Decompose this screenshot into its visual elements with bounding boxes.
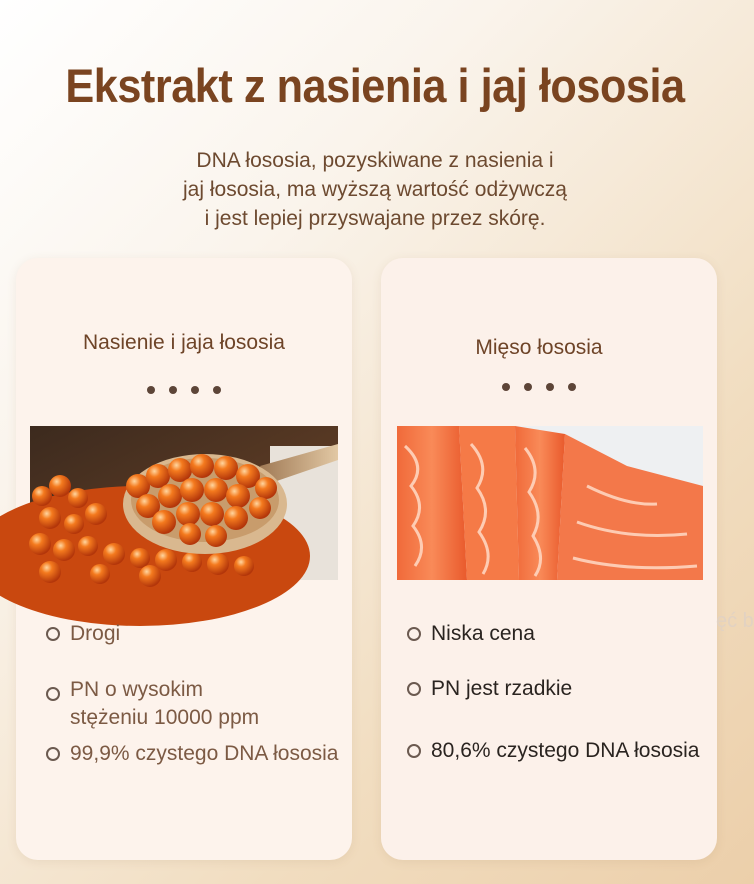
dots-divider [16, 381, 352, 399]
salmon-fillet-image [397, 426, 703, 580]
circle-bullet-icon [46, 627, 60, 641]
circle-bullet-icon [407, 627, 421, 641]
card-salmon-meat: Mięso łososia Niska cena PN jest rzadkie 80,6% czystego DNA łososia [381, 258, 717, 860]
subtitle-line: jaj łososia, ma wyższą wartość odżywczą [183, 178, 567, 201]
subtitle-line: i jest lepiej przyswajane przez skórę. [204, 207, 546, 230]
edge-text: ęć b [716, 610, 754, 632]
page-title: Ekstrakt z nasienia i jaj łososia [65, 59, 685, 112]
card-salmon-roe: Nasienie i jaja łososia Drogi PN o wysokim stężeniu 10000 ppm 99,9% czystego DNA łososia [16, 258, 352, 860]
circle-bullet-icon [46, 687, 60, 701]
circle-bullet-icon [46, 747, 60, 761]
salmon-roe-image [30, 426, 338, 580]
subtitle-line: DNA łososia, pozyskiwane z nasienia i [196, 149, 554, 172]
card-title: Mięso łososia [475, 336, 603, 359]
circle-bullet-icon [407, 744, 421, 758]
page-subtitle [100, 146, 650, 233]
dots-divider [371, 378, 707, 396]
circle-bullet-icon [407, 682, 421, 696]
card-title: Nasienie i jaja łososia [83, 331, 285, 354]
list-item: PN o wysokim stężeniu 10000 ppm [46, 666, 336, 722]
